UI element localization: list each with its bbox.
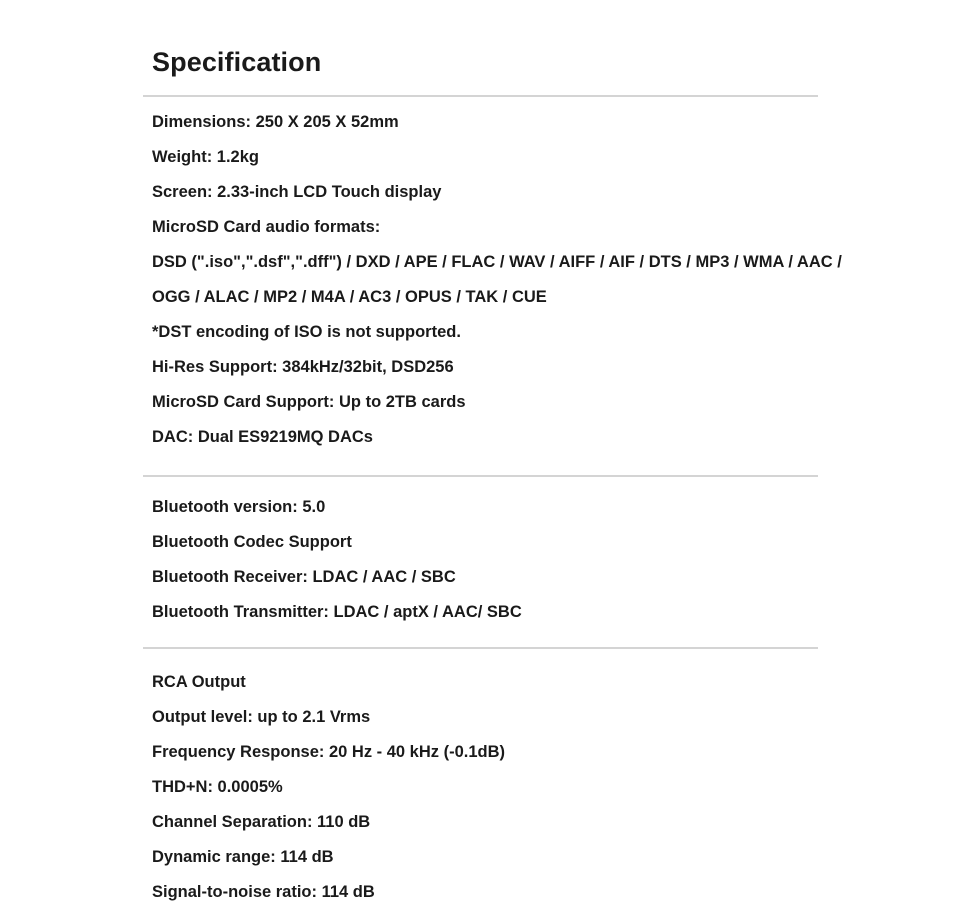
general-specs-section <box>152 105 842 455</box>
spec-bluetooth-transmitter: Bluetooth Transmitter: LDAC / aptX / AAC/ SBC <box>152 603 522 621</box>
spec-dynamic-range: Dynamic range: 114 dB <box>152 848 334 866</box>
page-title: Specification <box>152 47 322 77</box>
spec-rca-title: RCA Output <box>152 673 246 691</box>
spec-microsd-support: MicroSD Card Support: Up to 2TB cards <box>152 393 466 411</box>
spec-weight: Weight: 1.2kg <box>152 148 259 166</box>
spec-screen: Screen: 2.33-inch LCD Touch display <box>152 183 442 201</box>
spec-formats-line-2: OGG / ALAC / MP2 / M4A / AC3 / OPUS / TAK / CUE <box>152 288 547 306</box>
spec-output-level: Output level: up to 2.1 Vrms <box>152 708 371 726</box>
divider <box>143 95 818 97</box>
spec-bluetooth-version: Bluetooth version: 5.0 <box>152 498 326 516</box>
spec-snr: Signal-to-noise ratio: 114 dB <box>152 883 375 901</box>
spec-formats-label: MicroSD Card audio formats: <box>152 218 381 236</box>
spec-dac: DAC: Dual ES9219MQ DACs <box>152 428 373 446</box>
spec-bluetooth-codec-support: Bluetooth Codec Support <box>152 533 352 551</box>
rca-specs-section <box>152 665 818 910</box>
divider <box>143 647 818 649</box>
spec-frequency-response: Frequency Response: 20 Hz - 40 kHz (-0.1dB) <box>152 743 506 761</box>
spec-thd: THD+N: 0.0005% <box>152 778 283 796</box>
spec-bluetooth-receiver: Bluetooth Receiver: LDAC / AAC / SBC <box>152 568 456 586</box>
spec-hires: Hi-Res Support: 384kHz/32bit, DSD256 <box>152 358 454 376</box>
spec-formats-line-1: DSD (".iso",".dsf",".dff") / DXD / APE / FLAC / WAV / AIFF / AIF / DTS / MP3 / WMA / AAC / <box>152 253 842 271</box>
spec-channel-separation: Channel Separation: 110 dB <box>152 813 371 831</box>
spec-dst-note: *DST encoding of ISO is not supported. <box>152 323 461 341</box>
spec-dimensions: Dimensions: 250 X 205 X 52mm <box>152 113 399 131</box>
divider <box>143 475 818 477</box>
bluetooth-specs-section <box>152 490 818 630</box>
